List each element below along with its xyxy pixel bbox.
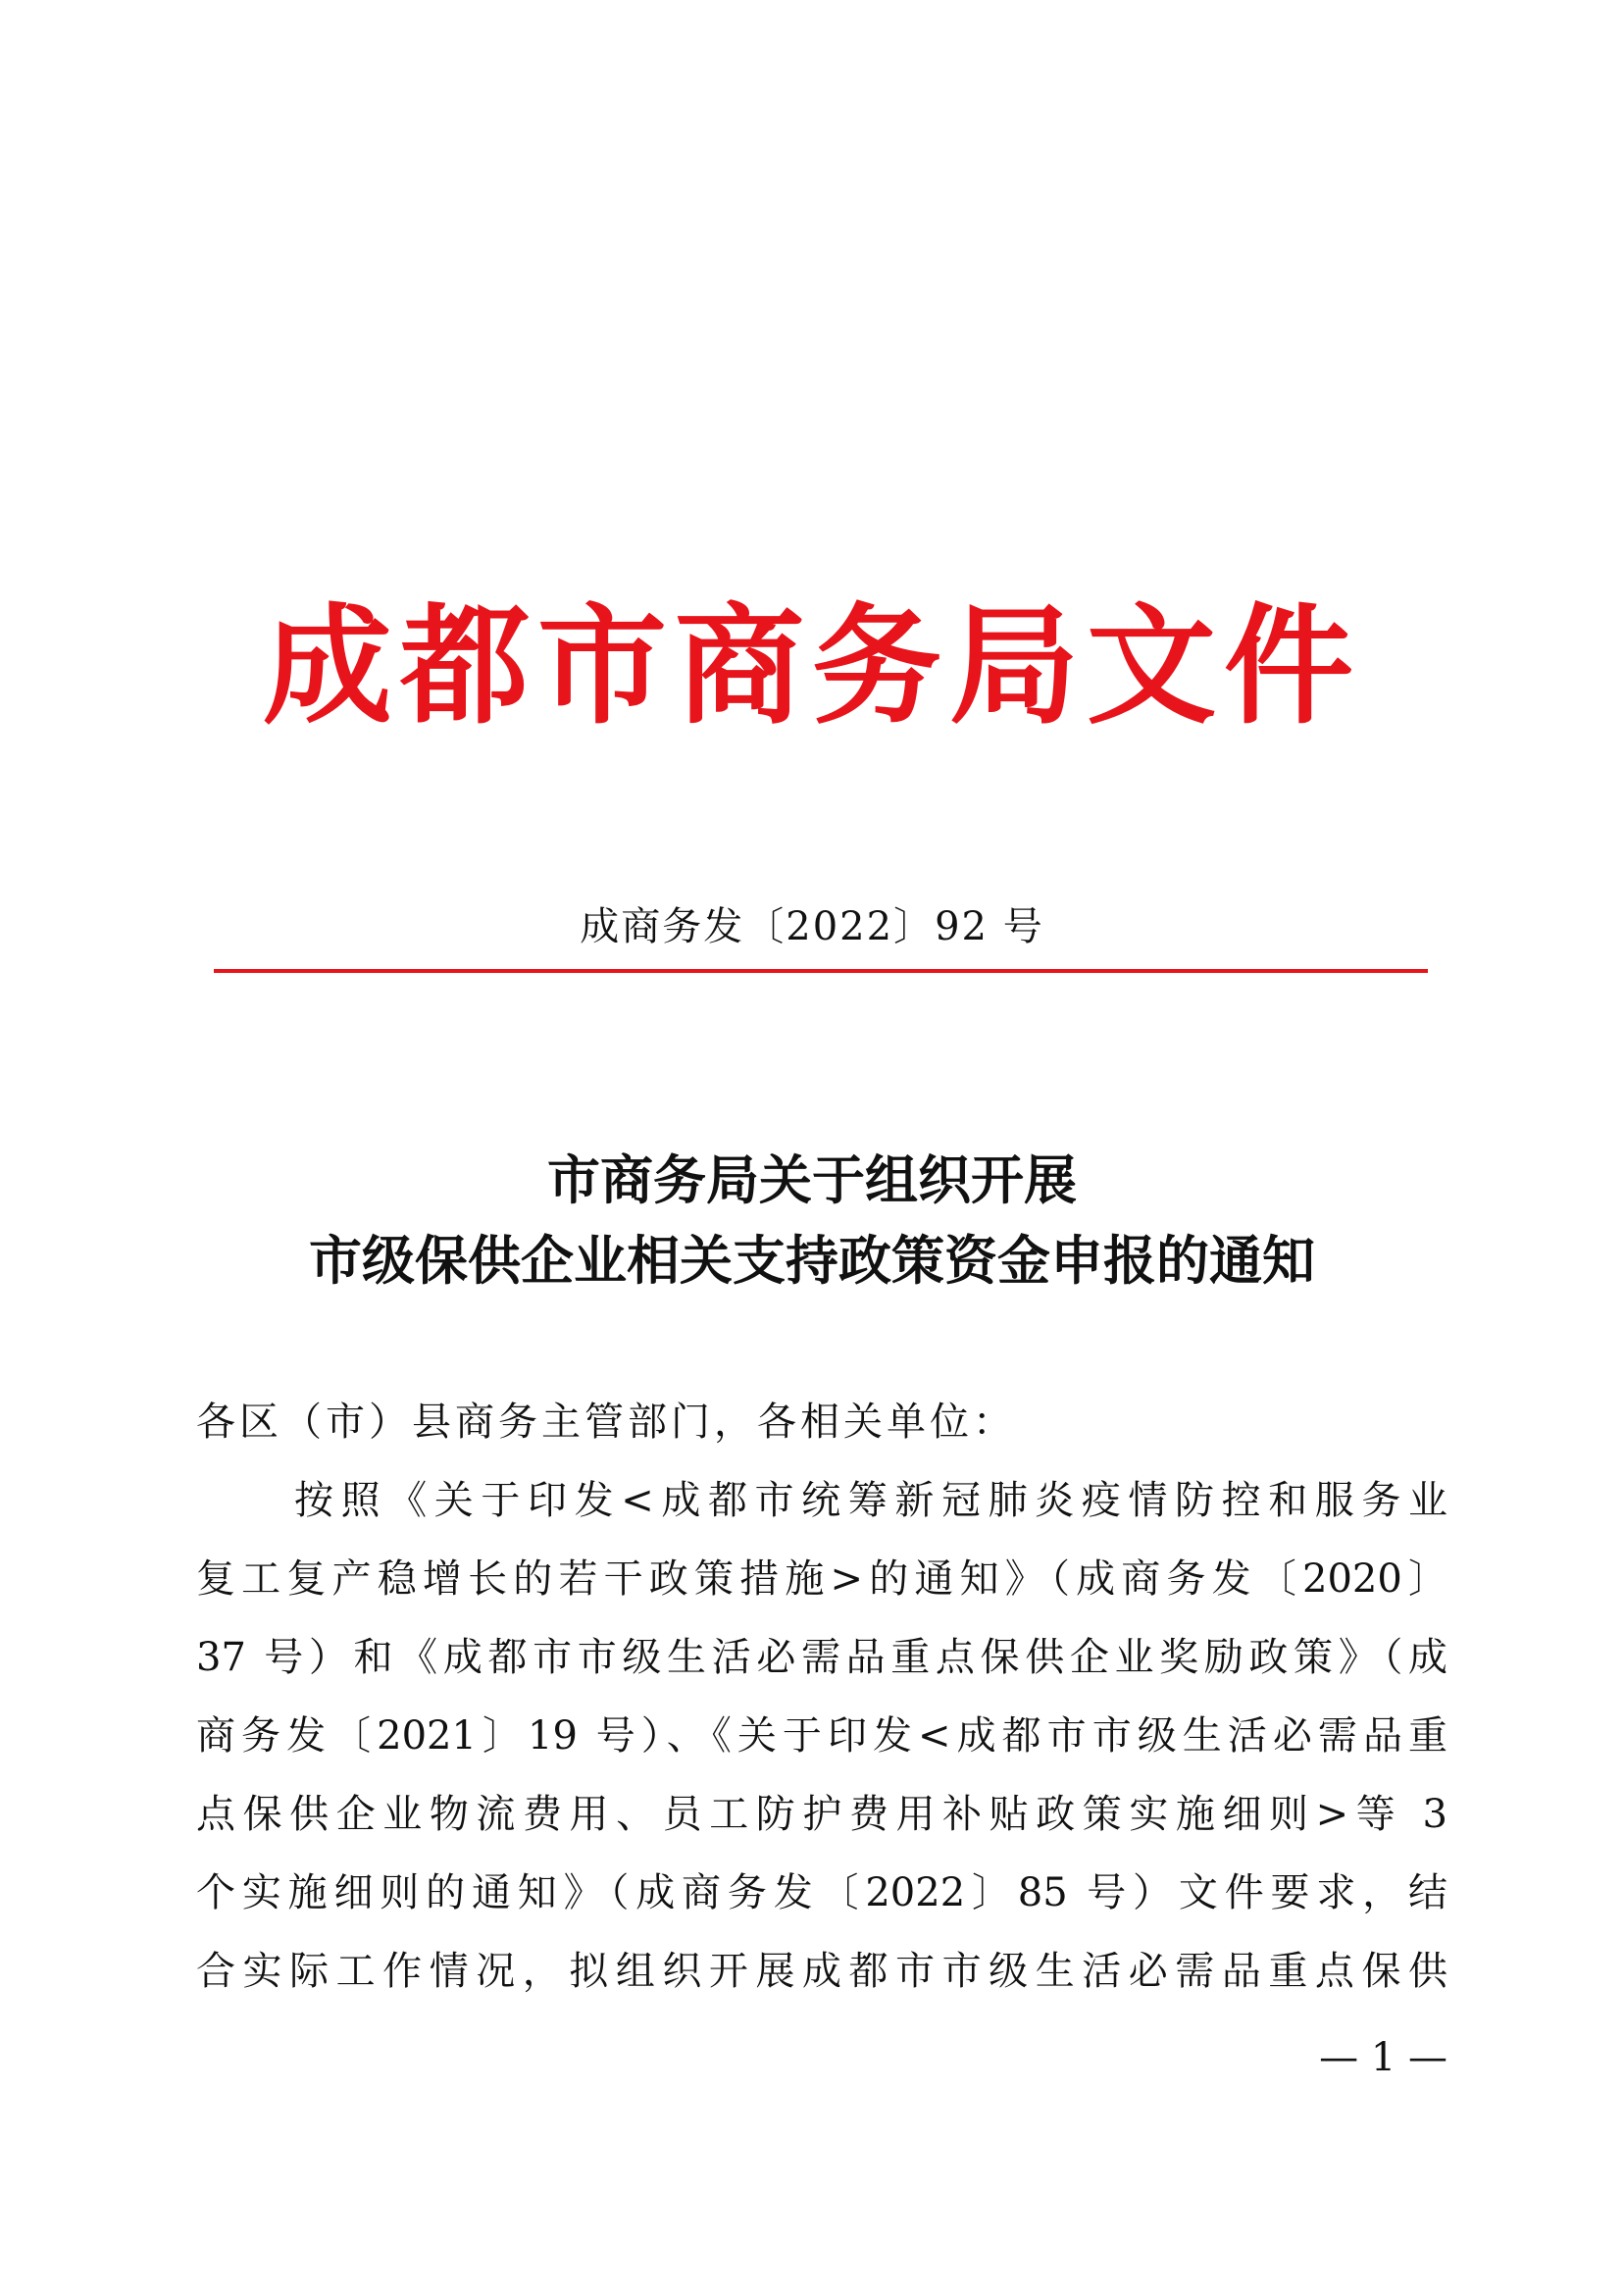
body-line-3: 37 号）和《成都市市级生活必需品重点保供企业奖励政策》（成 bbox=[196, 1635, 1447, 1680]
body-line-6: 个实施细则的通知》（成商务发〔2022〕85 号）文件要求，结 bbox=[196, 1870, 1447, 1915]
notice-title-line-1: 市商务局关于组织开展 bbox=[547, 1148, 1077, 1211]
body-line-7: 合实际工作情况，拟组织开展成都市市级生活必需品重点保供 bbox=[196, 1949, 1447, 1994]
body-line-2: 复工复产稳增长的若干政策措施>的通知》（成商务发〔2020〕 bbox=[196, 1556, 1447, 1602]
document-number: 成商务发〔2022〕92 号 bbox=[580, 904, 1044, 949]
body-line-5: 点保供企业物流费用、员工防护费用补贴政策实施细则>等 3 bbox=[196, 1792, 1447, 1837]
salutation: 各区（市）县商务主管部门，各相关单位： bbox=[196, 1400, 1016, 1445]
notice-title-line-2: 市级保供企业相关支持政策资金申报的通知 bbox=[309, 1229, 1315, 1292]
red-separator-rule bbox=[214, 969, 1428, 973]
body-line-4: 商务发〔2021〕19 号）、《关于印发<成都市市级生活必需品重 bbox=[196, 1713, 1447, 1759]
agency-masthead: 成都市商务局文件 bbox=[263, 591, 1361, 742]
page-number: — 1 — bbox=[1319, 2035, 1447, 2080]
body-line-1: 按照《关于印发<成都市统筹新冠肺炎疫情防控和服务业 bbox=[294, 1478, 1447, 1523]
